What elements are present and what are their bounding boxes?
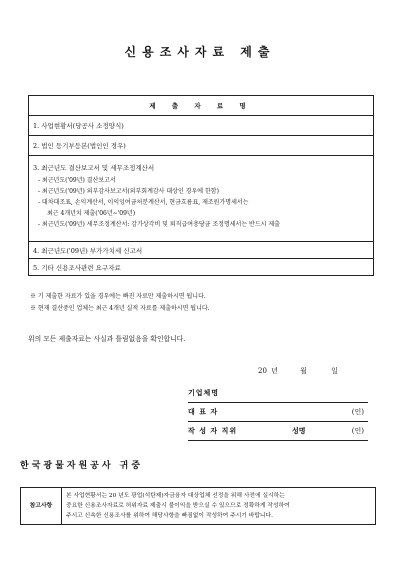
submission-items-table <box>28 95 374 276</box>
reference-line-1: 본 사업현황서는 20 년도 광업(석탄제)자금융자 대상업체 선정을 위해 사전에 실시하는 <box>66 493 285 499</box>
confirmation-statement: 위의 모든 제출자료는 사실과 틀림없음을 확인합니다. <box>28 335 186 343</box>
item-3 <box>29 156 374 242</box>
recipient-line: 한국광물자원공사 귀중 <box>20 461 144 471</box>
reference-table <box>20 487 376 525</box>
item-3-sub-5: - 최근년도('09년) 세무조정계산서: 감가상각비 및 퇴직급여충당금 조정명세서는 반드시 제출 <box>38 221 280 228</box>
note-1: ※ 기 제출한 자료가 있을 경우에는 빠진 자료만 제출하시면 됩니다. <box>30 293 206 300</box>
representative-seal: (인) <box>351 408 364 416</box>
writer-name-label: 성명 <box>292 426 306 435</box>
item-3-sub-4: 최근 4개년치 제출('06년~'09년) <box>47 210 136 217</box>
item-3-sub-2: - 최근년도('09년) 외부감사보고서(외부회계감사 대상인 경우에 한함) <box>38 188 219 195</box>
table-header: 제 출 자 료 명 <box>29 96 374 116</box>
date-year: 20 년 <box>258 367 278 375</box>
company-name-label: 기업체명 <box>188 388 220 397</box>
reference-text <box>62 488 376 525</box>
item-5: 5. 기타 신용조사관련 요구자료 <box>29 259 374 276</box>
signature-block <box>188 384 368 441</box>
date-day: 일 <box>331 367 338 375</box>
reference-line-3: 주시고 신속한 신용조사를 위하여 해당사항을 빠짐없이 작성하여 주시기 바랍니다. <box>66 513 273 519</box>
notes <box>30 291 210 315</box>
writer-title-label: 작 성 자 직위 <box>188 426 238 435</box>
item-3-label: 3. 최근년도 결산보고서 및 세무조정계산서 <box>33 164 155 172</box>
writer-seal: (인) <box>351 427 364 435</box>
item-2: 2. 법인 등기부등본(법인인 경우) <box>29 136 374 156</box>
item-4: 4. 최근년도('09년) 부가가치세 신고서 <box>29 242 374 259</box>
date-month: 월 <box>300 367 307 375</box>
document-title: 신용조사자료 제출 <box>124 45 276 59</box>
company-name-row <box>188 384 368 403</box>
item-1: 1. 사업현황서(당공사 소정양식) <box>29 116 374 136</box>
representative-row <box>188 403 368 422</box>
reference-line-2: 중요한 신용조사자료로 허위자료 제출시 불이익을 받으실 수 있으므로 정확하게 작성하여 <box>66 503 290 509</box>
writer-row <box>188 422 368 441</box>
representative-label: 대 표 자 <box>188 407 219 416</box>
reference-label: 참고사항 <box>21 488 62 525</box>
item-3-sub-1: - 최근년도('09년) 결산보고서 <box>38 177 116 184</box>
date-line <box>258 366 338 376</box>
note-2: ※ 현재 결산중인 업체는 최근 4개년 실적 자료를 제출하시면 됩니다. <box>30 305 210 312</box>
item-3-sub-3: - 대차대조표, 손익계산서, 이익잉여금처분계산서, 현금흐름표, 제조원가명세서는 <box>38 199 249 206</box>
